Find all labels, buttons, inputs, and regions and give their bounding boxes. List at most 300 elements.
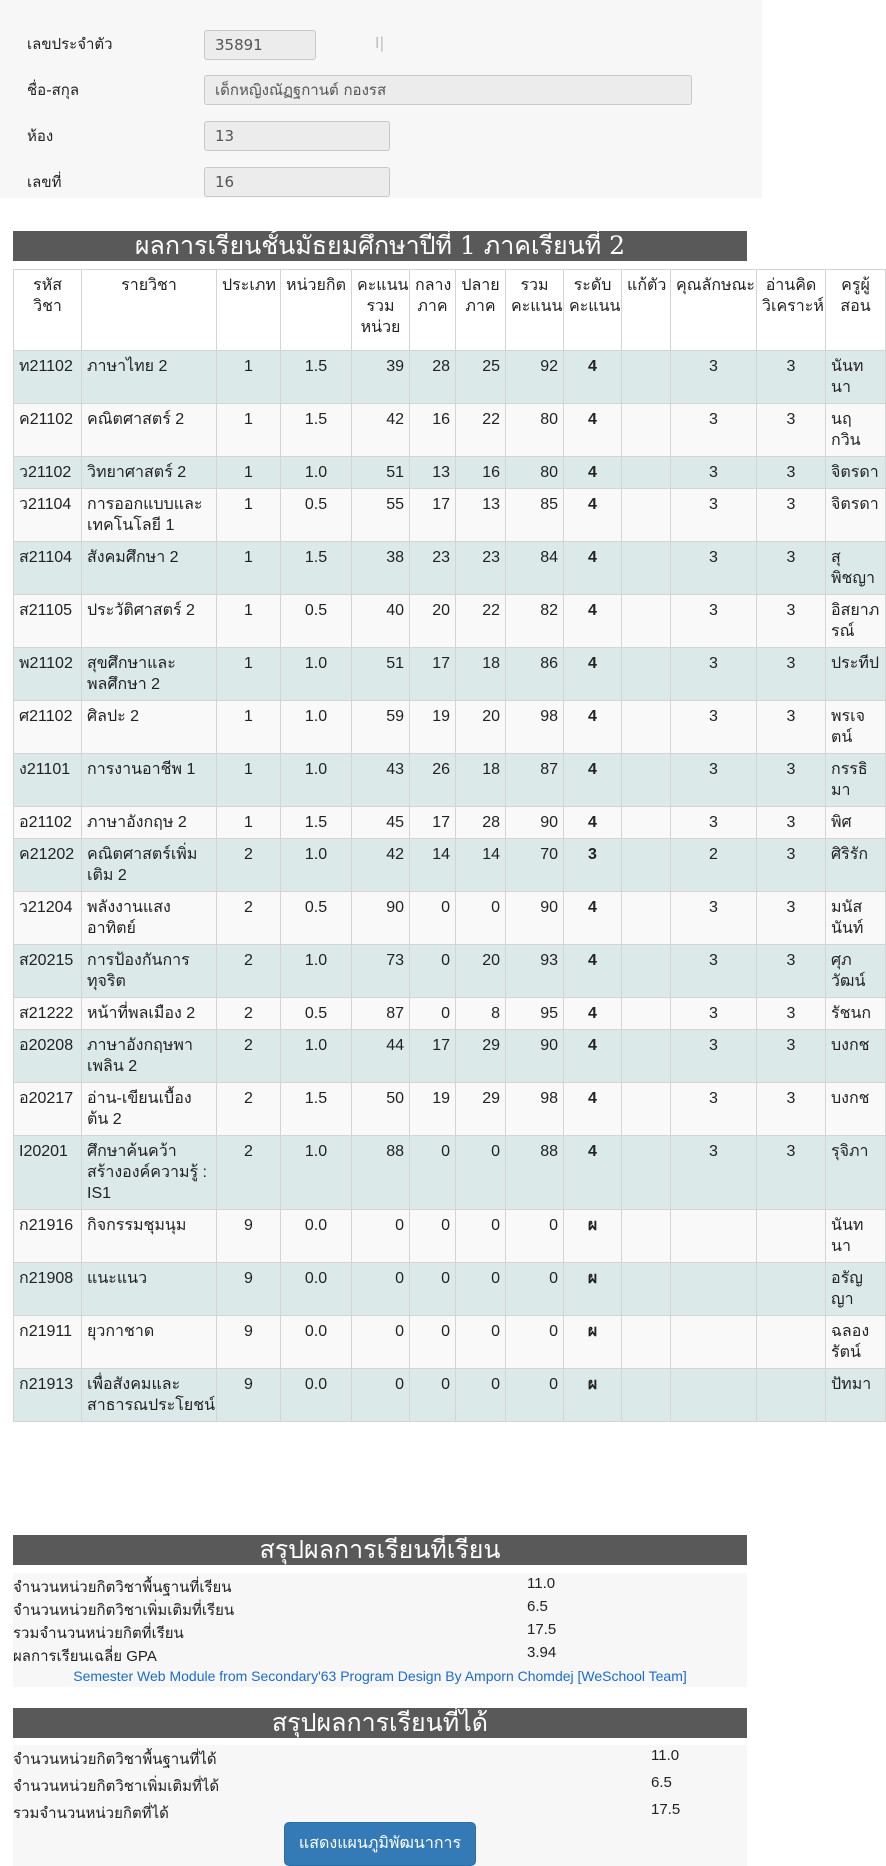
- cell-teacher: นันทนา: [826, 351, 886, 404]
- cell-unit-score: 59: [352, 701, 410, 754]
- cell-trait: 3: [671, 404, 757, 457]
- cell-retest: [622, 351, 671, 404]
- cell-retest: [622, 1263, 671, 1316]
- cell-teacher: พิศ: [826, 807, 886, 839]
- cell-credit: 1.0: [281, 754, 352, 807]
- cell-type: 9: [217, 1210, 281, 1263]
- cell-credit: 0.0: [281, 1263, 352, 1316]
- summary-value: 17.5: [527, 1621, 557, 1638]
- cell-code: ว21104: [14, 489, 82, 542]
- cell-total: 93: [506, 945, 564, 998]
- cell-teacher: กรรธิมา: [826, 754, 886, 807]
- cell-analytic: 3: [757, 807, 826, 839]
- cell-total: 98: [506, 701, 564, 754]
- summary-value: 6.5: [527, 1598, 548, 1615]
- cell-grade: 4: [564, 1030, 622, 1083]
- cell-subject: คณิตศาสตร์เพิ่มเติม 2: [82, 839, 217, 892]
- cell-grade: 4: [564, 457, 622, 489]
- cell-type: 2: [217, 998, 281, 1030]
- cell-type: 1: [217, 754, 281, 807]
- cell-total: 80: [506, 404, 564, 457]
- cell-credit: 0.5: [281, 892, 352, 945]
- cell-analytic: [757, 1369, 826, 1422]
- cell-trait: [671, 1210, 757, 1263]
- cell-trait: [671, 1263, 757, 1316]
- cell-final: 0: [456, 1210, 506, 1263]
- table-row: [14, 754, 886, 807]
- cell-total: 0: [506, 1263, 564, 1316]
- cell-grade: 4: [564, 489, 622, 542]
- column-header-0: รหัสวิชา: [14, 270, 82, 351]
- column-header-9: แก้ตัว: [622, 270, 671, 351]
- cell-subject: ศึกษาค้นคว้าสร้างองค์ความรู้ : IS1: [82, 1136, 217, 1210]
- table-row: [14, 1083, 886, 1136]
- cell-midterm: 14: [410, 839, 456, 892]
- cell-final: 18: [456, 754, 506, 807]
- cell-subject: ภาษาอังกฤษพาเพลิน 2: [82, 1030, 217, 1083]
- cell-trait: [671, 1369, 757, 1422]
- cell-credit: 1.5: [281, 542, 352, 595]
- cell-type: 1: [217, 351, 281, 404]
- cell-code: ก21911: [14, 1316, 82, 1369]
- cell-analytic: 3: [757, 648, 826, 701]
- table-row: [14, 807, 886, 839]
- cell-midterm: 17: [410, 489, 456, 542]
- cell-unit-score: 0: [352, 1316, 410, 1369]
- cell-midterm: 23: [410, 542, 456, 595]
- summary-value: 6.5: [651, 1774, 672, 1791]
- column-header-5: กลาง ภาค: [410, 270, 456, 351]
- summary-value: 3.94: [527, 1644, 557, 1661]
- cell-trait: 3: [671, 648, 757, 701]
- cell-type: 2: [217, 1083, 281, 1136]
- results-title: ผลการเรียนชั้นมัธยมศึกษาปีที่ 1 ภาคเรียนที่ 2: [13, 231, 747, 261]
- cell-total: 95: [506, 998, 564, 1030]
- cell-total: 98: [506, 1083, 564, 1136]
- cell-analytic: 3: [757, 595, 826, 648]
- cell-trait: 3: [671, 701, 757, 754]
- cell-trait: 3: [671, 945, 757, 998]
- cell-code: ว21204: [14, 892, 82, 945]
- cell-analytic: 3: [757, 998, 826, 1030]
- cell-teacher: สุพิชญา: [826, 542, 886, 595]
- cell-total: 86: [506, 648, 564, 701]
- cell-final: 0: [456, 892, 506, 945]
- cell-total: 0: [506, 1316, 564, 1369]
- cell-subject: แนะแนว: [82, 1263, 217, 1316]
- cell-retest: [622, 648, 671, 701]
- cell-grade: 4: [564, 595, 622, 648]
- cell-retest: [622, 595, 671, 648]
- table-row: [14, 1136, 886, 1210]
- cell-analytic: 3: [757, 542, 826, 595]
- cell-subject: ประวัติศาสตร์ 2: [82, 595, 217, 648]
- cell-grade: ผ: [564, 1316, 622, 1369]
- cell-analytic: 3: [757, 351, 826, 404]
- cell-retest: [622, 1369, 671, 1422]
- cell-midterm: 16: [410, 404, 456, 457]
- cell-midterm: 26: [410, 754, 456, 807]
- cell-midterm: 0: [410, 945, 456, 998]
- summary-label: รวมจำนวนหน่วยกิตที่ได้: [13, 1805, 169, 1822]
- cell-teacher: บงกช: [826, 1083, 886, 1136]
- student-id-field[interactable]: 35891: [204, 30, 316, 60]
- cell-analytic: [757, 1316, 826, 1369]
- cell-total: 92: [506, 351, 564, 404]
- cell-final: 0: [456, 1316, 506, 1369]
- cell-final: 8: [456, 998, 506, 1030]
- grades-table: [13, 269, 886, 1422]
- cell-midterm: 17: [410, 807, 456, 839]
- cell-code: ศ21102: [14, 701, 82, 754]
- cell-grade: 3: [564, 839, 622, 892]
- cell-code: อ20208: [14, 1030, 82, 1083]
- cell-analytic: 3: [757, 839, 826, 892]
- cell-analytic: 3: [757, 892, 826, 945]
- cell-subject: สังคมศึกษา 2: [82, 542, 217, 595]
- cell-retest: [622, 998, 671, 1030]
- cell-retest: [622, 892, 671, 945]
- table-row: [14, 945, 886, 998]
- cell-unit-score: 50: [352, 1083, 410, 1136]
- cell-total: 90: [506, 1030, 564, 1083]
- cell-midterm: 0: [410, 892, 456, 945]
- cell-subject: วิทยาศาสตร์ 2: [82, 457, 217, 489]
- table-row: [14, 648, 886, 701]
- cell-type: 9: [217, 1316, 281, 1369]
- student-name-field[interactable]: เด็กหญิงณัฏฐกานต์ กองรส: [204, 75, 692, 105]
- cell-type: 1: [217, 595, 281, 648]
- summary-label: จำนวนหน่วยกิตวิชาพื้นฐานที่ได้: [13, 1751, 217, 1768]
- cell-unit-score: 43: [352, 754, 410, 807]
- cell-midterm: 19: [410, 1083, 456, 1136]
- cell-trait: 3: [671, 542, 757, 595]
- cell-final: 20: [456, 945, 506, 998]
- cell-retest: [622, 807, 671, 839]
- cell-code: ก21916: [14, 1210, 82, 1263]
- cell-code: ท21102: [14, 351, 82, 404]
- column-header-7: รวม คะแนน: [506, 270, 564, 351]
- cell-type: 2: [217, 892, 281, 945]
- cell-midterm: 28: [410, 351, 456, 404]
- cell-total: 84: [506, 542, 564, 595]
- cell-total: 80: [506, 457, 564, 489]
- cell-total: 82: [506, 595, 564, 648]
- cell-teacher: อรัญญา: [826, 1263, 886, 1316]
- cell-grade: 4: [564, 404, 622, 457]
- cell-analytic: 3: [757, 457, 826, 489]
- cell-subject: สุขศึกษาและพลศึกษา 2: [82, 648, 217, 701]
- cell-teacher: นฤกวิน: [826, 404, 886, 457]
- cell-unit-score: 51: [352, 648, 410, 701]
- cell-midterm: 0: [410, 1369, 456, 1422]
- cell-grade: 4: [564, 1136, 622, 1210]
- cell-analytic: [757, 1263, 826, 1316]
- student-id-label: เลขประจำตัว: [27, 35, 113, 53]
- cell-grade: ผ: [564, 1210, 622, 1263]
- cell-credit: 1.0: [281, 1030, 352, 1083]
- cell-type: 2: [217, 945, 281, 998]
- cell-midterm: 17: [410, 648, 456, 701]
- cell-credit: 0.5: [281, 595, 352, 648]
- cell-teacher: มนัสนันท์: [826, 892, 886, 945]
- summary-label: จำนวนหน่วยกิตวิชาเพิ่มเติมที่ได้: [13, 1778, 220, 1795]
- cell-analytic: 3: [757, 1136, 826, 1210]
- cell-unit-score: 40: [352, 595, 410, 648]
- cell-grade: 4: [564, 1083, 622, 1136]
- cell-midterm: 0: [410, 998, 456, 1030]
- cell-type: 9: [217, 1263, 281, 1316]
- summary-label: จำนวนหน่วยกิตวิชาพื้นฐานที่เรียน: [13, 1579, 232, 1596]
- summary-value: 17.5: [651, 1801, 681, 1818]
- text-cursor-icon: I|: [375, 34, 385, 52]
- cell-subject: เพื่อสังคมและสาธารณประโยชน์: [82, 1369, 217, 1422]
- cell-subject: การงานอาชีพ 1: [82, 754, 217, 807]
- cell-type: 1: [217, 542, 281, 595]
- seat-number-field[interactable]: 16: [204, 167, 390, 197]
- cell-code: ง21101: [14, 754, 82, 807]
- cell-midterm: 20: [410, 595, 456, 648]
- table-row: [14, 839, 886, 892]
- cell-code: ก21908: [14, 1263, 82, 1316]
- column-header-2: ประเภท: [217, 270, 281, 351]
- cell-subject: การออกแบบและเทคโนโลยี 1: [82, 489, 217, 542]
- cell-type: 2: [217, 839, 281, 892]
- cell-trait: 3: [671, 998, 757, 1030]
- cell-type: 2: [217, 1030, 281, 1083]
- cell-midterm: 0: [410, 1263, 456, 1316]
- cell-trait: 3: [671, 457, 757, 489]
- room-label: ห้อง: [27, 127, 54, 145]
- cell-unit-score: 38: [352, 542, 410, 595]
- cell-subject: หน้าที่พลเมือง 2: [82, 998, 217, 1030]
- cell-teacher: ปัทมา: [826, 1369, 886, 1422]
- cell-retest: [622, 701, 671, 754]
- cell-code: ค21202: [14, 839, 82, 892]
- cell-subject: ภาษาอังกฤษ 2: [82, 807, 217, 839]
- cell-final: 14: [456, 839, 506, 892]
- table-row: [14, 701, 886, 754]
- cell-trait: 2: [671, 839, 757, 892]
- cell-code: ส21222: [14, 998, 82, 1030]
- cell-type: 1: [217, 807, 281, 839]
- cell-retest: [622, 1210, 671, 1263]
- cell-credit: 1.5: [281, 351, 352, 404]
- cell-teacher: ศุภวัฒน์: [826, 945, 886, 998]
- cell-grade: 4: [564, 998, 622, 1030]
- cell-credit: 1.5: [281, 807, 352, 839]
- table-row: [14, 1316, 886, 1369]
- cell-credit: 1.0: [281, 945, 352, 998]
- column-header-10: คุณลักษณะ: [671, 270, 757, 351]
- cell-analytic: 3: [757, 754, 826, 807]
- column-header-12: ครูผู้ สอน: [826, 270, 886, 351]
- cell-credit: 1.5: [281, 1083, 352, 1136]
- cell-midterm: 13: [410, 457, 456, 489]
- cell-type: 1: [217, 701, 281, 754]
- cell-midterm: 0: [410, 1136, 456, 1210]
- cell-total: 88: [506, 1136, 564, 1210]
- cell-grade: 4: [564, 542, 622, 595]
- cell-midterm: 17: [410, 1030, 456, 1083]
- cell-retest: [622, 404, 671, 457]
- cell-final: 18: [456, 648, 506, 701]
- cell-trait: 3: [671, 1030, 757, 1083]
- cell-subject: พลังงานแสงอาทิตย์: [82, 892, 217, 945]
- student-info-panel: [0, 0, 762, 198]
- cell-analytic: [757, 1210, 826, 1263]
- table-row: [14, 595, 886, 648]
- cell-trait: [671, 1316, 757, 1369]
- table-row: [14, 1369, 886, 1422]
- cell-midterm: 0: [410, 1316, 456, 1369]
- cell-type: 1: [217, 489, 281, 542]
- summary-studied-title: สรุปผลการเรียนที่เรียน: [13, 1535, 747, 1565]
- cell-teacher: นันทนา: [826, 1210, 886, 1263]
- cell-code: ค21102: [14, 404, 82, 457]
- cell-retest: [622, 945, 671, 998]
- cell-type: 1: [217, 457, 281, 489]
- cell-total: 0: [506, 1369, 564, 1422]
- cell-grade: 4: [564, 648, 622, 701]
- cell-grade: 4: [564, 945, 622, 998]
- cell-teacher: จิตรดา: [826, 489, 886, 542]
- cell-type: 9: [217, 1369, 281, 1422]
- cell-credit: 0.0: [281, 1369, 352, 1422]
- cell-code: ส20215: [14, 945, 82, 998]
- cell-final: 13: [456, 489, 506, 542]
- cell-unit-score: 87: [352, 998, 410, 1030]
- cell-credit: 0.0: [281, 1210, 352, 1263]
- summary-earned-title: สรุปผลการเรียนที่ได้: [13, 1708, 747, 1738]
- cell-code: ก21913: [14, 1369, 82, 1422]
- cell-total: 0: [506, 1210, 564, 1263]
- cell-code: ว21102: [14, 457, 82, 489]
- column-header-11: อ่านคิด วิเคราะห์: [757, 270, 826, 351]
- cell-trait: 3: [671, 1136, 757, 1210]
- cell-type: 1: [217, 648, 281, 701]
- cell-final: 22: [456, 595, 506, 648]
- cell-credit: 0.0: [281, 1316, 352, 1369]
- cell-code: พ21102: [14, 648, 82, 701]
- cell-midterm: 19: [410, 701, 456, 754]
- cell-unit-score: 55: [352, 489, 410, 542]
- cell-unit-score: 39: [352, 351, 410, 404]
- cell-trait: 3: [671, 807, 757, 839]
- table-row: [14, 1210, 886, 1263]
- table-row: [14, 1263, 886, 1316]
- cell-credit: 1.5: [281, 404, 352, 457]
- cell-final: 25: [456, 351, 506, 404]
- cell-unit-score: 90: [352, 892, 410, 945]
- cell-code: ส21104: [14, 542, 82, 595]
- cell-final: 0: [456, 1263, 506, 1316]
- cell-trait: 3: [671, 489, 757, 542]
- cell-unit-score: 0: [352, 1369, 410, 1422]
- cell-final: 28: [456, 807, 506, 839]
- cell-analytic: 3: [757, 1083, 826, 1136]
- cell-retest: [622, 1083, 671, 1136]
- student-name-label: ชื่อ-สกุล: [27, 81, 80, 99]
- credit-link[interactable]: Semester Web Module from Secondary'63 Program Design By Amporn Chomdej [WeSchool Team]: [73, 1668, 687, 1684]
- cell-analytic: 3: [757, 701, 826, 754]
- cell-final: 22: [456, 404, 506, 457]
- table-row: [14, 1030, 886, 1083]
- cell-teacher: บงกช: [826, 1030, 886, 1083]
- seat-number-label: เลขที่: [27, 173, 62, 191]
- column-header-4: คะแนน รวม หน่วย: [352, 270, 410, 351]
- cell-credit: 0.5: [281, 489, 352, 542]
- cell-final: 29: [456, 1030, 506, 1083]
- cell-trait: 3: [671, 595, 757, 648]
- cell-teacher: ฉลองรัตน์: [826, 1316, 886, 1369]
- cell-teacher: อิสยาภรณ์: [826, 595, 886, 648]
- cell-final: 29: [456, 1083, 506, 1136]
- cell-total: 90: [506, 892, 564, 945]
- cell-final: 0: [456, 1136, 506, 1210]
- cell-credit: 1.0: [281, 1136, 352, 1210]
- cell-subject: กิจกรรมชุมนุม: [82, 1210, 217, 1263]
- cell-analytic: 3: [757, 945, 826, 998]
- column-header-3: หน่วยกิต: [281, 270, 352, 351]
- room-field[interactable]: 13: [204, 121, 390, 151]
- cell-analytic: 3: [757, 1030, 826, 1083]
- cell-total: 70: [506, 839, 564, 892]
- cell-teacher: จิตรดา: [826, 457, 886, 489]
- cell-unit-score: 42: [352, 404, 410, 457]
- cell-unit-score: 42: [352, 839, 410, 892]
- cell-retest: [622, 489, 671, 542]
- cell-retest: [622, 839, 671, 892]
- table-row: [14, 351, 886, 404]
- cell-subject: คณิตศาสตร์ 2: [82, 404, 217, 457]
- table-row: [14, 457, 886, 489]
- show-development-chart-button[interactable]: แสดงแผนภูมิพัฒนาการ: [284, 1822, 476, 1866]
- cell-trait: 3: [671, 892, 757, 945]
- cell-final: 23: [456, 542, 506, 595]
- table-row: [14, 542, 886, 595]
- cell-grade: 4: [564, 892, 622, 945]
- summary-value: 11.0: [527, 1575, 556, 1592]
- column-header-8: ระดับ คะแนน: [564, 270, 622, 351]
- table-row: [14, 404, 886, 457]
- cell-teacher: พรเจตน์: [826, 701, 886, 754]
- cell-credit: 1.0: [281, 648, 352, 701]
- summary-label: รวมจำนวนหน่วยกิตที่เรียน: [13, 1625, 184, 1642]
- cell-unit-score: 0: [352, 1210, 410, 1263]
- summary-value: 11.0: [651, 1747, 680, 1764]
- cell-subject: ยุวกาชาด: [82, 1316, 217, 1369]
- table-row: [14, 489, 886, 542]
- column-header-1: รายวิชา: [82, 270, 217, 351]
- cell-retest: [622, 754, 671, 807]
- cell-grade: 4: [564, 754, 622, 807]
- cell-teacher: รุจิภา: [826, 1136, 886, 1210]
- cell-total: 85: [506, 489, 564, 542]
- cell-trait: 3: [671, 754, 757, 807]
- cell-subject: อ่าน-เขียนเบื้องต้น 2: [82, 1083, 217, 1136]
- cell-analytic: 3: [757, 404, 826, 457]
- cell-midterm: 0: [410, 1210, 456, 1263]
- cell-teacher: รัชนก: [826, 998, 886, 1030]
- cell-code: อ21102: [14, 807, 82, 839]
- cell-grade: 4: [564, 701, 622, 754]
- cell-credit: 1.0: [281, 701, 352, 754]
- cell-unit-score: 0: [352, 1263, 410, 1316]
- cell-trait: 3: [671, 1083, 757, 1136]
- column-header-6: ปลาย ภาค: [456, 270, 506, 351]
- cell-total: 90: [506, 807, 564, 839]
